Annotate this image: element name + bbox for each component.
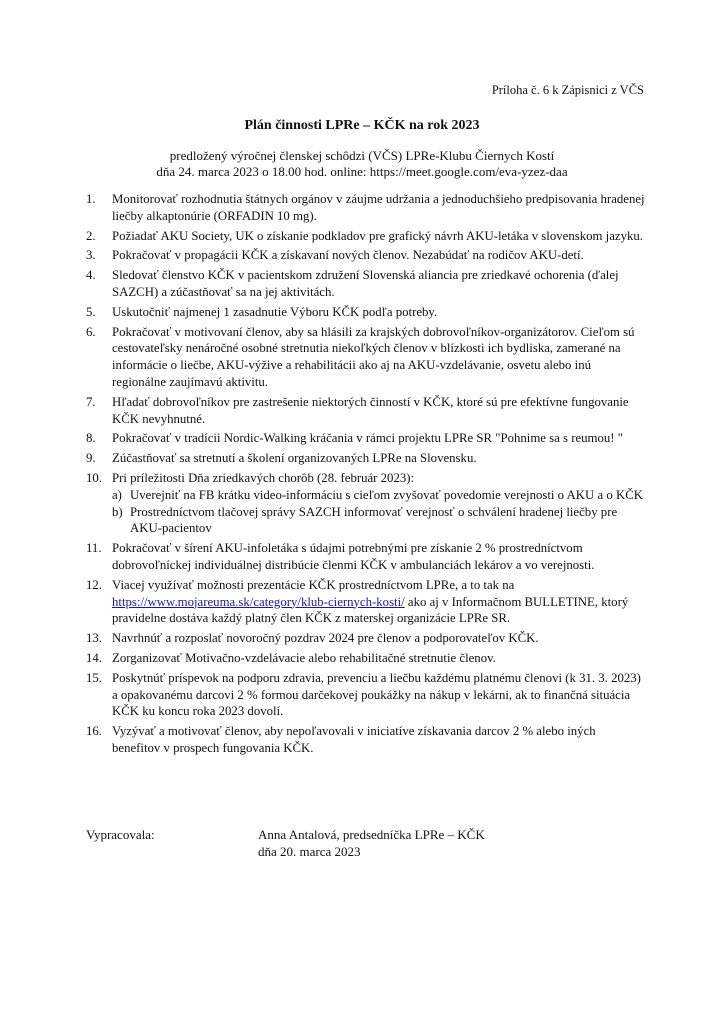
item-text: Pri príležitosti Dňa zriedkavých chorôb (28. február 2023):	[112, 470, 415, 485]
item-text: Poskytnúť príspevok na podporu zdravia, prevenciu a liečbu každému platnému členovi (k 31. 3. 2023) a opakovanému darcovi 2 % formou darčekovej poukážky na nákup v lekárni, ak to finančná situácia KČK ku koncu roka 2023 dovolí.	[112, 670, 641, 719]
item-text: Hľadať dobrovoľníkov pre zastrešenie niektorých činností v KČK, ktoré sú pre efektívne fungovanie KČK nevyhnutné.	[112, 394, 629, 426]
klub-link[interactable]: https://www.mojareuma.sk/category/klub-ciernych-kosti/	[112, 594, 405, 609]
item-number: 4.	[86, 268, 96, 283]
item-number: 12.	[86, 577, 102, 592]
item-text: Zorganizovať Motivačno-vzdelávacie alebo rehabilitačné stretnutie členov.	[112, 650, 496, 665]
list-item	[86, 394, 646, 428]
item-text: Požiadať AKU Society, UK o získanie podkladov pre grafický návrh AKU-letáka v slovenskom jazyku.	[112, 228, 643, 243]
sub-item-mark: a)	[112, 487, 122, 502]
item-text: Vyzývať a motivovať členov, aby nepoľavovali v iniciatíve získavania darcov 2 % alebo iných benefitov v prospech fungovania KČK.	[112, 724, 596, 755]
item-text: Uskutočniť najmenej 1 zasadnutie Výboru KČK podľa potreby.	[112, 304, 438, 319]
list-item	[86, 324, 646, 391]
item-text: Sledovať členstvo KČK v pacientskom združení Slovenská aliancia pre zriedkavé ochorenia (ďalej SAZCH) a zúčastňovať sa na jej aktivitách.	[112, 268, 619, 299]
item-number: 10.	[86, 470, 102, 485]
item-number: 6.	[86, 324, 96, 339]
item-number: 2.	[86, 228, 96, 243]
item-number: 7.	[86, 394, 96, 409]
item-number: 15.	[86, 670, 102, 685]
item-number: 16.	[86, 724, 102, 739]
sub-item-text: Uverejniť na FB krátku video-informáciu s cieľom zvyšovať povedomie verejnosti o AKU a o KČK	[130, 487, 643, 502]
list-item	[86, 577, 646, 627]
signature-label: Vypracovala:	[86, 827, 155, 842]
signature-name: Anna Antalová, predsedníčka LPRe – KČK	[258, 827, 485, 842]
list-item	[86, 191, 646, 225]
item-number: 5.	[86, 304, 96, 319]
item-text: Zúčastňovať sa stretnutí a školení organizovaných LPRe na Slovensku.	[112, 451, 477, 466]
list-item	[86, 630, 646, 647]
sub-item-text: Prostredníctvom tlačovej správy SAZCH informovať verejnosť o schválení hradenej liečby pre AKU-pacientov	[130, 504, 618, 536]
item-number: 13.	[86, 631, 102, 646]
item-number: 3.	[86, 248, 96, 263]
signature-date: dňa 20. marca 2023	[258, 844, 361, 859]
item-text-after: ako aj v Informačnom BULLETINE, ktorý pravidelne dostáva každý platný člen KČK z materskej organizácie LPRe SR.	[112, 594, 629, 626]
annex-note: Príloha č. 6 k Zápisnici z VČS	[491, 83, 644, 97]
subtitle-line-1: predložený výročnej členskej schôdzi (VČS) LPRe-Klubu Čiernych Kostí	[169, 148, 555, 163]
list-item	[86, 430, 646, 447]
list-item	[86, 540, 646, 574]
item-text: Monitorovať rozhodnutia štátnych orgánov v záujme udržania a jednoduchšieho predpisovania hradenej liečby alkaptonúrie (ORFADIN 10 mg).	[112, 192, 645, 223]
list-item	[86, 228, 646, 245]
list-item	[86, 304, 646, 321]
sub-item-mark: b)	[112, 504, 123, 519]
list-item	[86, 723, 646, 757]
list-item	[86, 650, 646, 667]
subtitle-line-2: dňa 24. marca 2023 o 18.00 hod. online: https://meet.google.com/eva-yzez-daa	[156, 164, 568, 179]
item-number: 11.	[86, 541, 102, 556]
list-item	[86, 470, 646, 537]
list-item	[86, 247, 646, 264]
item-number: 1.	[86, 192, 96, 206]
item-text: Navrhnúť a rozposlať novoročný pozdrav 2024 pre členov a podporovateľov KČK.	[112, 631, 539, 646]
list-item	[86, 450, 646, 467]
item-text: Pokračovať v motivovaní členov, aby sa hlásili za krajských dobrovoľníkov-organizátorov. Cieľom sú cestovateľsky nenáročné osobné stretnutia niekoľkých členov v blízkosti ich bydliska, zamerané na informácie o liečbe, AKU-výžive a rehabilitácii ako aj na AKU-vzdelávanie, osvetu alebo inú regionálne zaujímavú aktivitu.	[112, 324, 635, 389]
sub-item-b	[112, 504, 646, 538]
item-number: 14.	[86, 650, 102, 665]
item-text: Pokračovať v šírení AKU-infoletáka s údajmi potrebnými pre získanie 2 % prostredníctvom dobrovoľníckej individuálnej distribúcie členmi KČK v ambulanciách lekárov a vo verejnosti.	[112, 541, 595, 572]
item-text-before: Viacej využívať možnosti prezentácie KČK prostredníctvom LPRe, a to tak na	[112, 577, 515, 592]
list-item	[86, 267, 646, 301]
page-title: Plán činnosti LPRe – KČK na rok 2023	[244, 118, 480, 133]
item-text: Pokračovať v tradícii Nordic-Walking kráčania v rámci projektu LPRe SR "Pohnime sa s reumou! "	[112, 431, 623, 446]
item-number: 8.	[86, 431, 96, 446]
signature-details	[258, 826, 485, 860]
item-text: Pokračovať v propagácii KČK a získavaní nových členov. Nezabúdať na rodičov AKU-detí.	[112, 248, 584, 263]
list-item	[86, 670, 646, 720]
sub-item-a	[112, 487, 646, 504]
item-number: 9.	[86, 451, 96, 466]
activity-list	[86, 191, 646, 760]
